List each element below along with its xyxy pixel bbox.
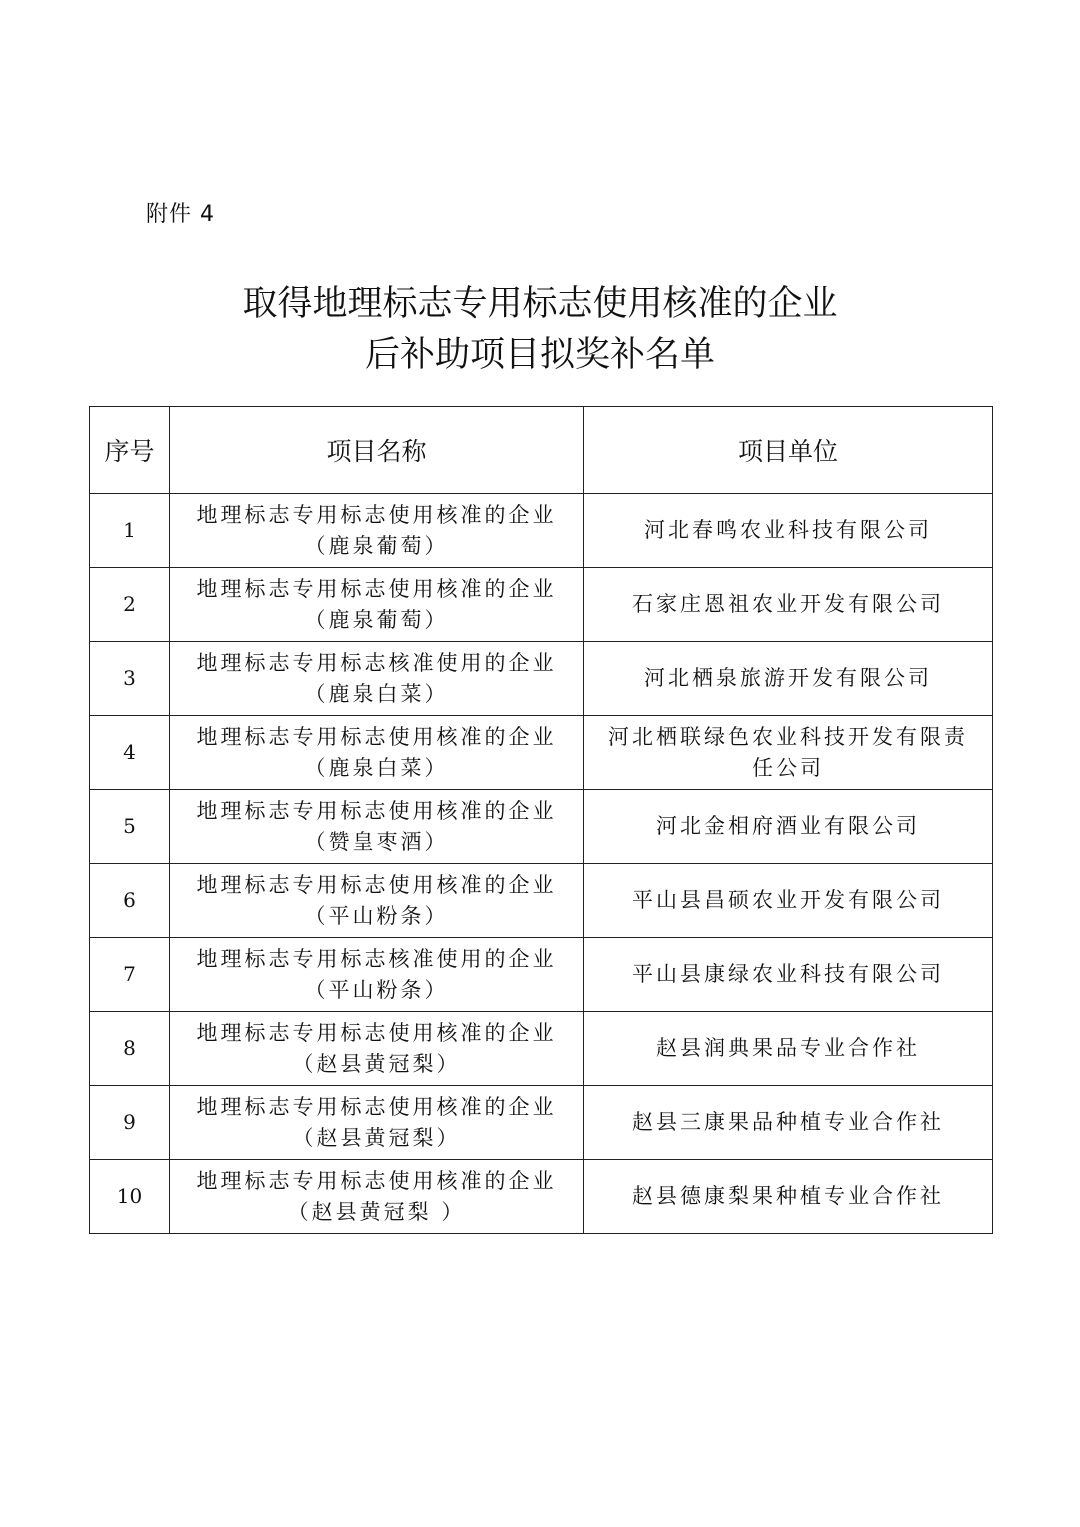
table-row — [90, 494, 993, 568]
table-row — [90, 1012, 993, 1086]
table-row — [90, 568, 993, 642]
project-unit-line-1: 赵县三康果品种植专业合作社 — [632, 1110, 944, 1134]
row-seq: 1 — [90, 494, 170, 568]
row-project-name — [170, 1160, 584, 1234]
table-row — [90, 790, 993, 864]
document-title-line-2: 后补助项目拟奖补名单 — [364, 335, 715, 375]
attachment-label: 附件 4 — [146, 202, 215, 227]
table-row — [90, 938, 993, 1012]
row-project-name — [170, 494, 584, 568]
project-name-line-2: （赵县黄冠梨 ） — [287, 1199, 466, 1224]
table-row — [90, 864, 993, 938]
row-project-unit — [584, 642, 993, 716]
header-seq: 序号 — [90, 407, 170, 494]
project-unit-line-1: 平山县昌硕农业开发有限公司 — [632, 888, 944, 912]
project-name-line-2: （鹿泉白菜） — [304, 755, 449, 780]
table-row — [90, 1160, 993, 1234]
row-seq: 8 — [90, 1012, 170, 1086]
project-name-line-2: （赵县黄冠梨） — [292, 1051, 461, 1076]
row-project-name — [170, 642, 584, 716]
project-unit-line-1: 河北春鸣农业科技有限公司 — [644, 518, 932, 542]
project-unit-line-1: 河北栖泉旅游开发有限公司 — [644, 666, 932, 690]
header-project-unit: 项目单位 — [584, 407, 993, 494]
project-name-line-1: 地理标志专用标志使用核准的企业 — [196, 872, 557, 897]
project-name-line-2: （平山粉条） — [304, 903, 449, 928]
row-project-name — [170, 1086, 584, 1160]
project-unit-line-1: 赵县德康梨果种植专业合作社 — [632, 1184, 944, 1208]
project-name-line-1: 地理标志专用标志核准使用的企业 — [196, 650, 557, 675]
row-project-unit — [584, 494, 993, 568]
row-project-name — [170, 716, 584, 790]
row-project-unit — [584, 1012, 993, 1086]
row-project-unit — [584, 938, 993, 1012]
row-seq: 6 — [90, 864, 170, 938]
row-project-name — [170, 568, 584, 642]
project-name-line-1: 地理标志专用标志使用核准的企业 — [196, 724, 557, 749]
table-row — [90, 1086, 993, 1160]
document-title-line-1: 取得地理标志专用标志使用核准的企业 — [242, 284, 838, 324]
header-project-name: 项目名称 — [170, 407, 584, 494]
project-name-line-1: 地理标志专用标志使用核准的企业 — [196, 1020, 557, 1045]
project-unit-line-1: 石家庄恩祖农业开发有限公司 — [632, 592, 944, 616]
row-project-name — [170, 864, 584, 938]
row-project-unit — [584, 1160, 993, 1234]
project-name-line-1: 地理标志专用标志使用核准的企业 — [196, 798, 557, 823]
project-name-line-2: （鹿泉葡萄） — [304, 607, 449, 632]
project-name-line-2: （赵县黄冠梨） — [292, 1125, 461, 1150]
award-list-table — [89, 406, 993, 1234]
project-name-line-1: 地理标志专用标志使用核准的企业 — [196, 1168, 557, 1193]
row-seq: 3 — [90, 642, 170, 716]
row-project-name — [170, 938, 584, 1012]
project-name-line-1: 地理标志专用标志使用核准的企业 — [196, 1094, 557, 1119]
row-project-name — [170, 1012, 584, 1086]
row-seq: 7 — [90, 938, 170, 1012]
table-row — [90, 642, 993, 716]
row-seq: 5 — [90, 790, 170, 864]
row-seq: 2 — [90, 568, 170, 642]
project-unit-line-1: 河北金相府酒业有限公司 — [656, 814, 920, 838]
row-seq: 9 — [90, 1086, 170, 1160]
row-project-name — [170, 790, 584, 864]
project-unit-line-1: 河北栖联绿色农业科技开发有限责 — [608, 724, 968, 749]
project-name-line-2: （鹿泉白菜） — [304, 681, 449, 706]
project-name-line-2: （赞皇枣酒） — [304, 829, 449, 854]
project-name-line-1: 地理标志专用标志使用核准的企业 — [196, 502, 557, 527]
table-row — [90, 716, 993, 790]
project-name-line-2: （平山粉条） — [304, 977, 449, 1002]
project-name-line-2: （鹿泉葡萄） — [304, 533, 449, 558]
row-project-unit — [584, 568, 993, 642]
row-seq: 10 — [90, 1160, 170, 1234]
row-project-unit — [584, 864, 993, 938]
row-seq: 4 — [90, 716, 170, 790]
row-project-unit — [584, 1086, 993, 1160]
project-name-line-1: 地理标志专用标志核准使用的企业 — [196, 946, 557, 971]
project-unit-line-1: 赵县润典果品专业合作社 — [656, 1036, 920, 1060]
project-unit-line-2: 任公司 — [752, 755, 824, 780]
project-name-line-1: 地理标志专用标志使用核准的企业 — [196, 576, 557, 601]
row-project-unit — [584, 790, 993, 864]
row-project-unit — [584, 716, 993, 790]
project-unit-line-1: 平山县康绿农业科技有限公司 — [632, 962, 944, 986]
table-header-row — [90, 407, 993, 494]
